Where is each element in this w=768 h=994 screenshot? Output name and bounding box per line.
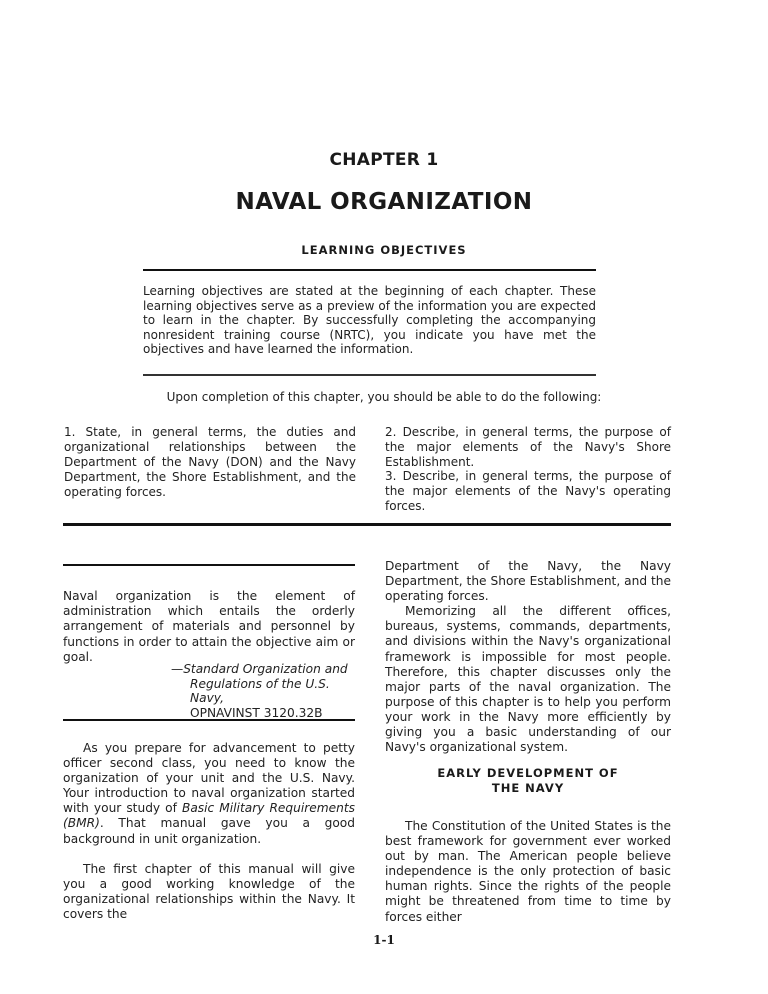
quote-rule-bottom <box>63 719 355 721</box>
paragraph-text: . That manual gave you a good background in unit organization. <box>63 816 355 846</box>
paragraph-text: As you prepare for advancement to petty officer second class, you need to know the organization of your unit and the U.S. Navy. Your introduction to naval organization started with your study of <box>63 741 355 816</box>
paragraph-memorizing: Memorizing all the different offices, bureaus, systems, commands, departments, and divisions within the Navy's organizational framework is impossible for most people. Therefore, this chapter discusses only the major parts of the naval organization. The purpose of this chapter is to help you perform your work in the Navy more efficiently by giving you a basic understanding of our Navy's organizational system. <box>385 604 671 755</box>
learning-objectives-intro: Learning objectives are stated at the beginning of each chapter. These learning objectives serve as a preview of the information you are expected to learn in the chapter. By successfully completing the accompanying nonresident training course (NRTC), you indicate you have met the objectives and have learned the information. <box>143 284 596 357</box>
divider-rule <box>143 374 596 376</box>
quote-rule-top <box>63 564 355 566</box>
right-column-body <box>385 559 671 755</box>
paragraph-first-chapter: The first chapter of this manual will give you a good working knowledge of the organizational relationships within the Navy. It covers the <box>63 861 355 921</box>
section-heading-early-development <box>385 766 671 796</box>
learning-objectives-heading: LEARNING OBJECTIVES <box>301 243 467 257</box>
chapter-number: CHAPTER 1 <box>329 150 439 170</box>
attribution-line-1: —Standard Organization and <box>171 662 348 676</box>
objective-item-2: 2. Describe, in general terms, the purpose of the major elements of the Navy's Shore Establishment. <box>385 425 671 469</box>
spacer <box>63 847 355 862</box>
section-heading-line-1: EARLY DEVELOPMENT OF <box>437 766 619 780</box>
attribution-line-2: Regulations of the U.S. Navy, <box>190 676 330 705</box>
right-column-body-2 <box>385 819 671 925</box>
attribution-line-3: OPNAVINST 3120.32B <box>190 705 323 720</box>
section-heading-line-2: THE NAVY <box>491 781 565 795</box>
left-column-body <box>63 741 355 922</box>
objective-item-3: 3. Describe, in general terms, the purpose of the major elements of the Navy's operating forces. <box>385 469 671 513</box>
divider-rule <box>143 269 596 271</box>
page-number: 1-1 <box>373 933 395 947</box>
chapter-title: NAVAL ORGANIZATION <box>235 189 533 215</box>
bmr-title: Basic Military Requirements (BMR) <box>63 801 355 831</box>
quote-attribution <box>171 662 360 720</box>
paragraph-advancement <box>63 741 355 847</box>
objective-item-1: 1. State, in general terms, the duties and organizational relationships between the Department of the Navy (DON) and the Navy Department, the Shore Establishment, and the operating forces. <box>64 425 356 499</box>
paragraph-constitution: The Constitution of the United States is the best framework for government ever worked out by man. The American people believe independence is the only protection of basic human rights. Since the rights of the people might be threatened from time to time by forces either <box>385 819 671 924</box>
objectives-lead-in: Upon completion of this chapter, you should be able to do the following: <box>166 390 602 404</box>
epigraph-quote: Naval organization is the element of administration which entails the orderly arrangement of materials and personnel by functions in order to attain the objective aim or goal. <box>63 589 355 664</box>
paragraph-continuation: Department of the Navy, the Navy Department, the Shore Establishment, and the operating forces. <box>385 559 671 604</box>
section-divider-thick <box>63 523 671 526</box>
